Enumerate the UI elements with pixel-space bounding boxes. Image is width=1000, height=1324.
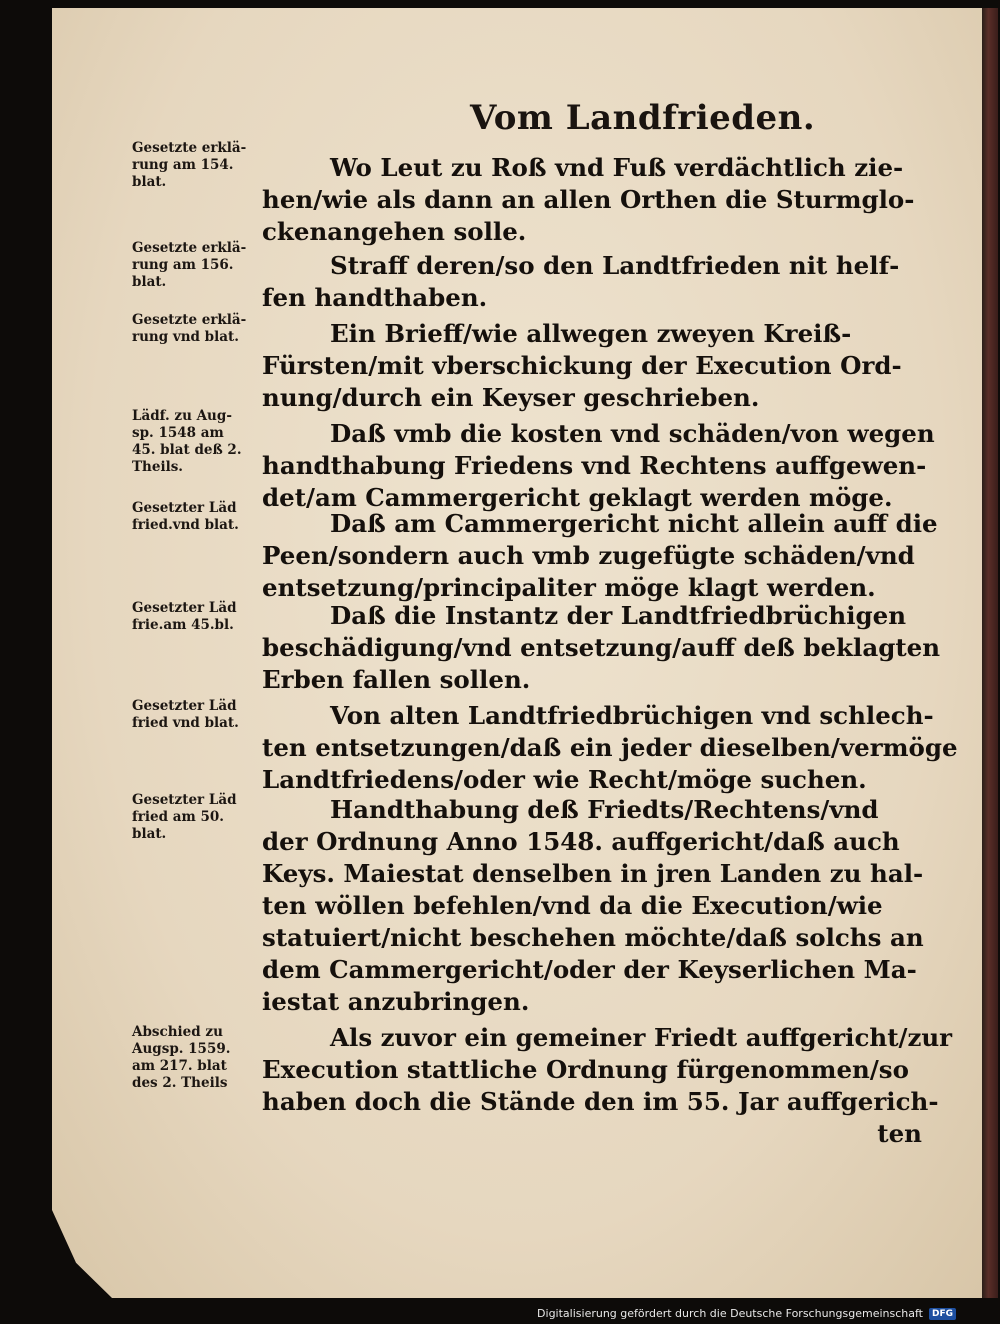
paragraph: Wo Leut zu Roß vnd Fuß verdächtlich zie‑ hen/wie als dann an allen Orthen die Sturmglo‑ ckenangehen solle. [262, 153, 915, 246]
margin-note: Gesetzter Läd fried.vnd blat. [132, 500, 239, 533]
paragraph: Ein Brieff/wie allwegen zweyen Kreiß‑ Fürsten/mit vberschickung der Execution Ord‑ nung/durch ein Keyser geschrieben. [262, 319, 902, 412]
margin-note: Abschied zu Augsp. 1559. am 217. blat des 2. Theils [132, 1024, 231, 1091]
footer-text: Digitalisierung gefördert durch die Deutsche Forschungsgemeinschaft [537, 1307, 923, 1320]
paragraph: Daß vmb die kosten vnd schäden/von wegen handthabung Friedens vnd Rechtens auffgewen‑ det/am Cammergericht geklagt werden möge. [262, 419, 935, 512]
paragraph: Handthabung deß Friedts/Rechtens/vnd der Ordnung Anno 1548. auffgericht/daß auch Keys. Maiestat denselben in jren Landen zu hal‑ ten wöllen befehlen/vnd da die Execution/wie statuiert/nicht beschehen möchte/daß solchs an dem Cammergericht/oder der Keyserlichen Ma‑ iestat anzubringen. [262, 795, 924, 1016]
margin-note: Gesetzter Läd frie.am 45.bl. [132, 600, 237, 633]
paragraph: Daß am Cammergericht nicht allein auff die Peen/sondern auch vmb zugefügte schäden/vnd entsetzung/principaliter möge klagt werden. [262, 509, 938, 602]
margin-note: Gesetzter Läd fried am 50. blat. [132, 792, 237, 842]
margin-note: Gesetzter Läd fried vnd blat. [132, 698, 239, 731]
paragraph: Als zuvor ein gemeiner Friedt auffgericht/zur Execution stattliche Ordnung fürgenommen/so haben doch die Stände den im 55. Jar auffgerich‑ ten [262, 1023, 953, 1148]
margin-note: Lädf. zu Aug‑ sp. 1548 am 45. blat deß 2. Theils. [132, 408, 242, 475]
paragraph: Daß die Instantz der Landtfriedbrüchigen beschädigung/vnd entsetzung/auff deß beklagten Erben fallen sollen. [262, 601, 941, 694]
running-header: Vom Landfrieden. [470, 98, 816, 138]
digitization-footer [537, 1307, 956, 1320]
margin-note: Gesetzte erklä‑ rung vnd blat. [132, 312, 247, 345]
paragraph: Von alten Landtfriedbrüchigen vnd schlech‑ ten entsetzungen/daß ein jeder dieselben/vermöge Landtfriedens/oder wie Recht/möge suchen. [262, 701, 958, 794]
catchword: ten [877, 1119, 922, 1148]
margin-note: Gesetzte erklä‑ rung am 154. blat. [132, 140, 247, 190]
paragraph: Straff deren/so den Landtfrieden nit helf‑ fen handthaben. [262, 251, 900, 312]
book-cover-edge [982, 8, 998, 1298]
dfg-logo: DFG [929, 1308, 956, 1320]
margin-note: Gesetzte erklä‑ rung am 156. blat. [132, 240, 247, 290]
